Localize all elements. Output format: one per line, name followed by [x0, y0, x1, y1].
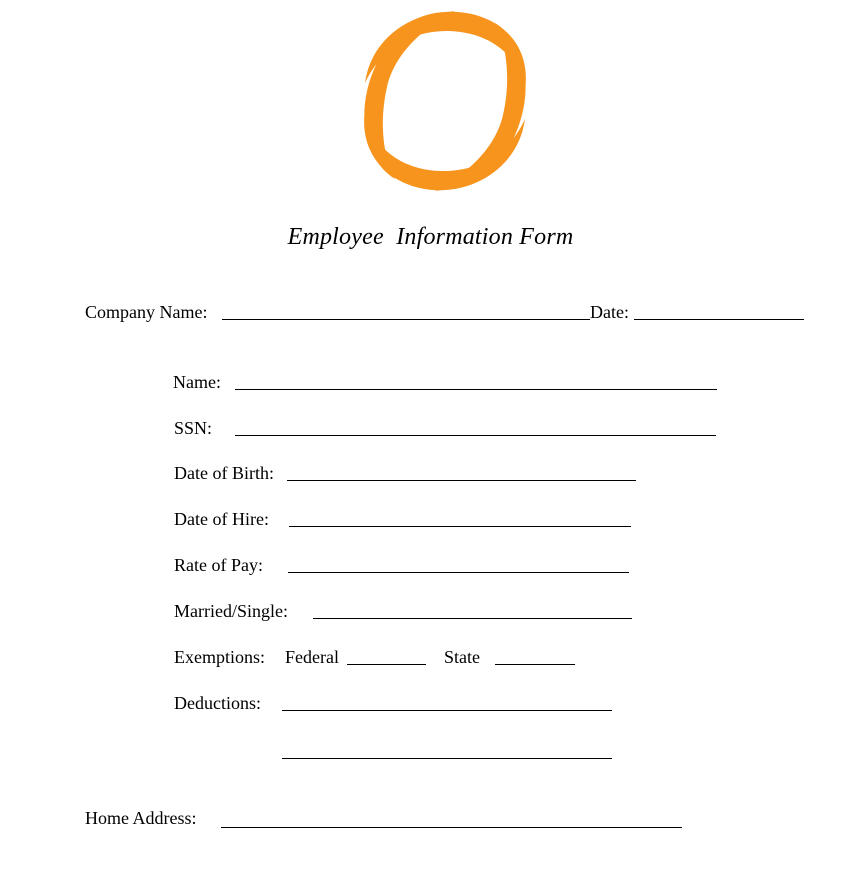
company-name-field[interactable]	[222, 319, 590, 320]
company-logo	[355, 5, 535, 197]
marital-status-field[interactable]	[313, 618, 632, 619]
date-of-birth-label: Date of Birth:	[174, 463, 274, 483]
date-field[interactable]	[634, 319, 804, 320]
deductions-field-1[interactable]	[282, 710, 612, 711]
rate-of-pay-label: Rate of Pay:	[174, 555, 263, 575]
company-name-label: Company Name:	[85, 302, 208, 322]
logo-swirl-left	[364, 11, 455, 179]
home-address-field[interactable]	[221, 827, 682, 828]
deductions-label: Deductions:	[174, 693, 261, 713]
federal-label: Federal	[285, 647, 339, 667]
form-title: Employee Information Form	[287, 224, 574, 250]
name-label: Name:	[173, 372, 221, 392]
rate-of-pay-field[interactable]	[288, 572, 629, 573]
ssn-field[interactable]	[235, 435, 716, 436]
state-exemptions-field[interactable]	[495, 664, 575, 665]
name-field[interactable]	[235, 389, 717, 390]
date-of-hire-label: Date of Hire:	[174, 509, 269, 529]
deductions-field-2[interactable]	[282, 758, 612, 759]
date-label: Date:	[590, 302, 629, 322]
date-of-hire-field[interactable]	[289, 526, 631, 527]
date-of-birth-field[interactable]	[287, 480, 636, 481]
exemptions-label: Exemptions:	[174, 647, 265, 667]
ssn-label: SSN:	[174, 418, 213, 438]
federal-exemptions-field[interactable]	[347, 664, 426, 665]
home-address-label: Home Address:	[85, 808, 197, 828]
marital-status-label: Married/Single:	[174, 601, 288, 621]
state-label: State	[444, 647, 480, 667]
